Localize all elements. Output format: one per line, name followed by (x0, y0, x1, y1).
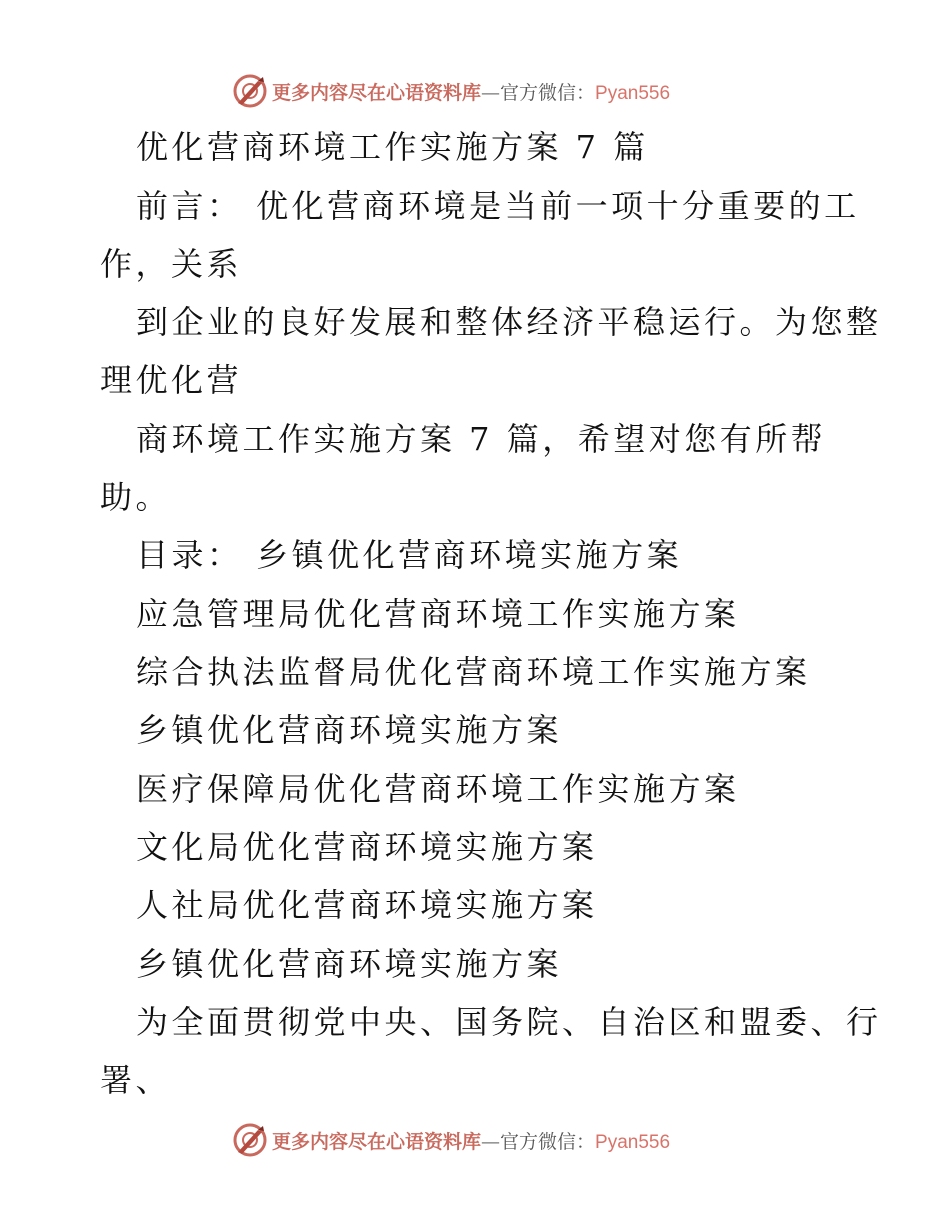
body-paragraph-line: 署、 (100, 1061, 172, 1099)
preface-line: 作，关系 (100, 245, 243, 283)
preface-line: 理优化营 (100, 361, 243, 399)
toc-item: 应急管理局优化营商环境工作实施方案 (136, 595, 740, 633)
toc-item: 医疗保障局优化营商环境工作实施方案 (136, 770, 740, 808)
toc-item: 综合执法监督局优化营商环境工作实施方案 (136, 653, 811, 691)
footer-watermark (232, 1120, 670, 1160)
toc-item: 文化局优化营商环境实施方案 (136, 828, 598, 866)
document-title: 优化营商环境工作实施方案 7 篇 (136, 128, 649, 166)
body-paragraph-line: 为全面贯彻党中央、国务院、自治区和盟委、行 (136, 1003, 882, 1041)
header-watermark (232, 71, 670, 111)
brand-logo-icon (232, 1122, 268, 1158)
brand-logo-icon (232, 73, 268, 109)
preface-line: 到企业的良好发展和整体经济平稳运行。为您整 (136, 303, 882, 341)
toc-item: 乡镇优化营商环境实施方案 (136, 711, 563, 749)
preface-line: 商环境工作实施方案 7 篇，希望对您有所帮 (136, 420, 827, 458)
preface-line: 前言： 优化营商环境是当前一项十分重要的工 (136, 187, 860, 225)
toc-item: 人社局优化营商环境实施方案 (136, 886, 598, 924)
toc-heading: 目录： 乡镇优化营商环境实施方案 (136, 536, 683, 574)
toc-item: 乡镇优化营商环境实施方案 (136, 945, 563, 983)
watermark-text: 更多内容尽在心语资料库—官方微信：Pyan556 (272, 81, 671, 104)
watermark-text: 更多内容尽在心语资料库—官方微信：Pyan556 (272, 1130, 671, 1153)
preface-line: 助。 (100, 478, 172, 516)
